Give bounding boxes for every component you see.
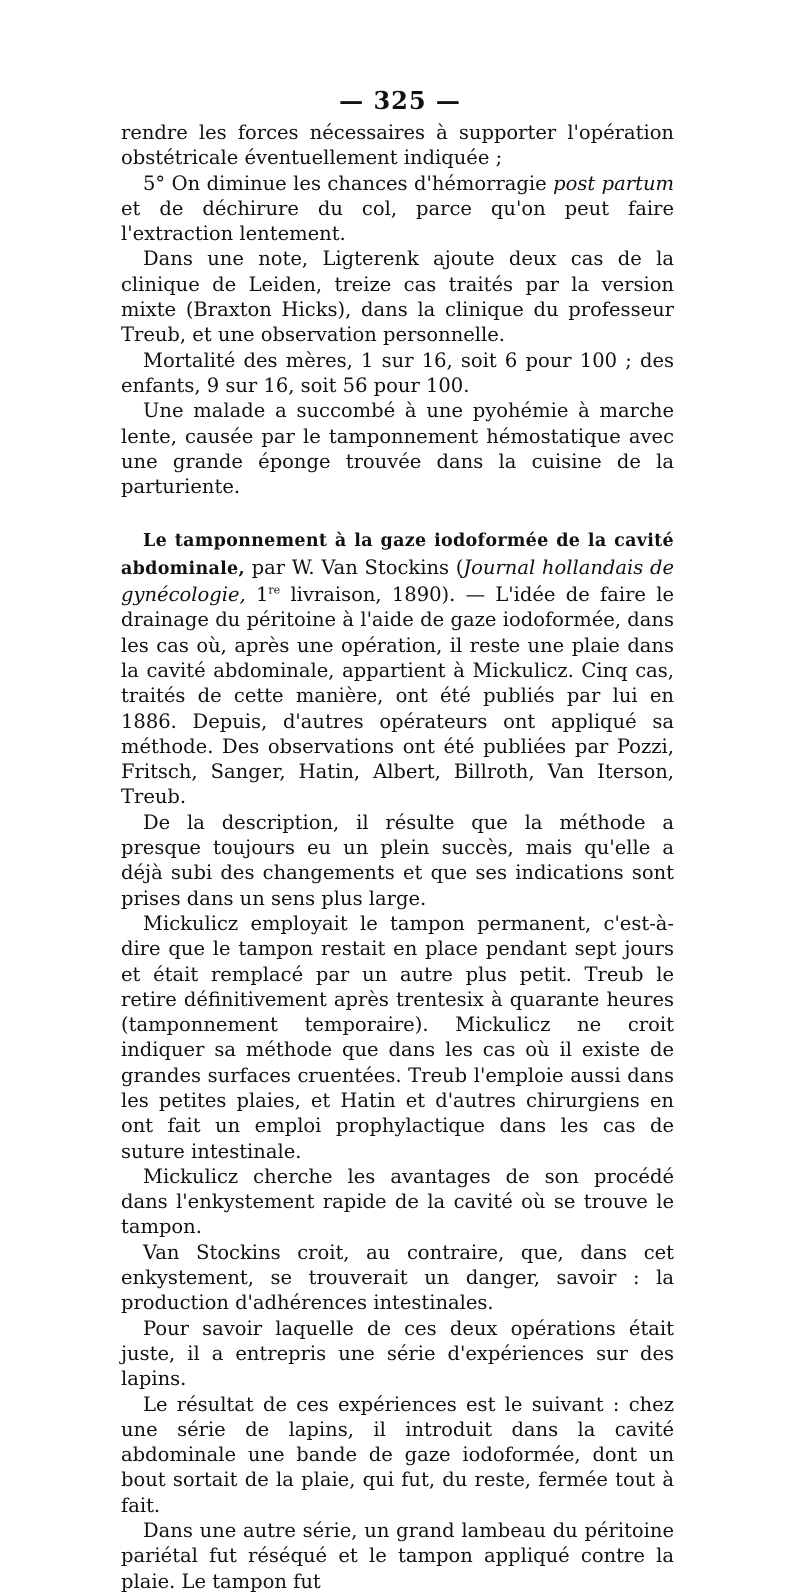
journal-title: Journal hollandais de gynécologie, [121,555,674,607]
paragraph-results: Le résultat de ces expériences est le suivant : chez une série de lapins, il introduit dans la cavité abdominale une bande de gaze iodoformée, dont un bout sortait de la plaie, qui fut, du reste, fermée tout à fait. [121,1392,674,1517]
paragraph-experiments: Pour savoir laquelle de ces deux opérations était juste, il a entrepris une série d'expériences sur des lapins. [121,1316,674,1391]
paragraph-description: De la description, il résulte que la méthode a presque toujours eu un plein succès, mais qu'elle a déjà subi des changements et que ses indications sont prises dans un sens plus large. [121,810,674,910]
paragraph-point-5 [121,171,674,247]
section-heading: Le tamponnement à la gaze iodoformée de la cavité abdominale, [121,531,674,579]
paragraph-pyohemia: Une malade a succombé à une pyohémie à marche lente, causée par le tamponnement hémostatique avec une grande éponge trouvée dans la cuisine de la parturiente. [121,399,674,499]
paragraph-section-intro [121,527,674,809]
page-number: — 325 — [339,86,461,115]
superscript: re [268,583,281,597]
section-gap [121,499,674,527]
text-run: 1 [245,583,269,607]
paragraph-ligterenk: Dans une note, Ligterenk ajoute deux cas de la clinique de Leiden, treize cas traités par la version mixte (Braxton Hicks), dans la clinique du professeur Treub, et une observation personnelle. [121,247,674,347]
text-run: 5° On diminue les chances d'hémorragie [143,171,554,195]
emphasis-post-partum: post partum [553,171,674,195]
paragraph-mickulicz-tampon: Mickulicz employait le tampon permanent, c'est-à-dire que le tampon restait en place pendant sept jours et était remplacé par un autre plus petit. Treub le retire définitivement après trentesix à quarante heures (tamponnement temporaire). Mickulicz ne croit indiquer sa méthode que dans les cas où il existe de grandes surfaces cruentées. Treub l'emploie aussi dans les petites plaies, et Hatin et d'autres chirurgiens en ont fait un emploi prophylactique dans les cas de suture intestinale. [121,911,674,1163]
page-body [121,120,674,1594]
paragraph-mortality: Mortalité des mères, 1 sur 16, soit 6 pour 100 ; des enfants, 9 sur 16, soit 56 pour 100. [121,348,674,397]
text-run: par W. Van Stockins ( [244,555,464,579]
text-run: livraison, 1890). — L'idée de faire le drainage du péritoine à l'aide de gaze iodoformée, dans les cas où, après une opération, il reste une plaie dans la cavité abdominale, appartient à Mickulicz. Cinq cas, traités de cette manière, ont été publiés par lui en 1886. Depuis, d'autres opérateurs ont appliqué sa méthode. Des observations ont été publiées par Pozzi, Fritsch, Sanger, Hatin, Albert, Billroth, Van Iterson, Treub. [121,583,674,809]
paragraph-continuation: rendre les forces nécessaires à supporter l'opération obstétricale éventuellement indiquée ; [121,121,674,170]
paragraph-second-series: Dans une autre série, un grand lambeau du péritoine pariétal fut réséqué et le tampon appliqué contre la plaie. Le tampon fut [121,1519,674,1593]
text-run: et de déchirure du col, parce qu'on peut faire l'extraction lentement. [121,196,674,246]
paragraph-enkystement: Mickulicz cherche les avantages de son procédé dans l'enkystement rapide de la cavité où se trouve le tampon. [121,1164,674,1239]
paragraph-van-stockins: Van Stockins croit, au contraire, que, dans cet enkystement, se trouverait un danger, savoir : la production d'adhérences intestinales. [121,1240,674,1315]
